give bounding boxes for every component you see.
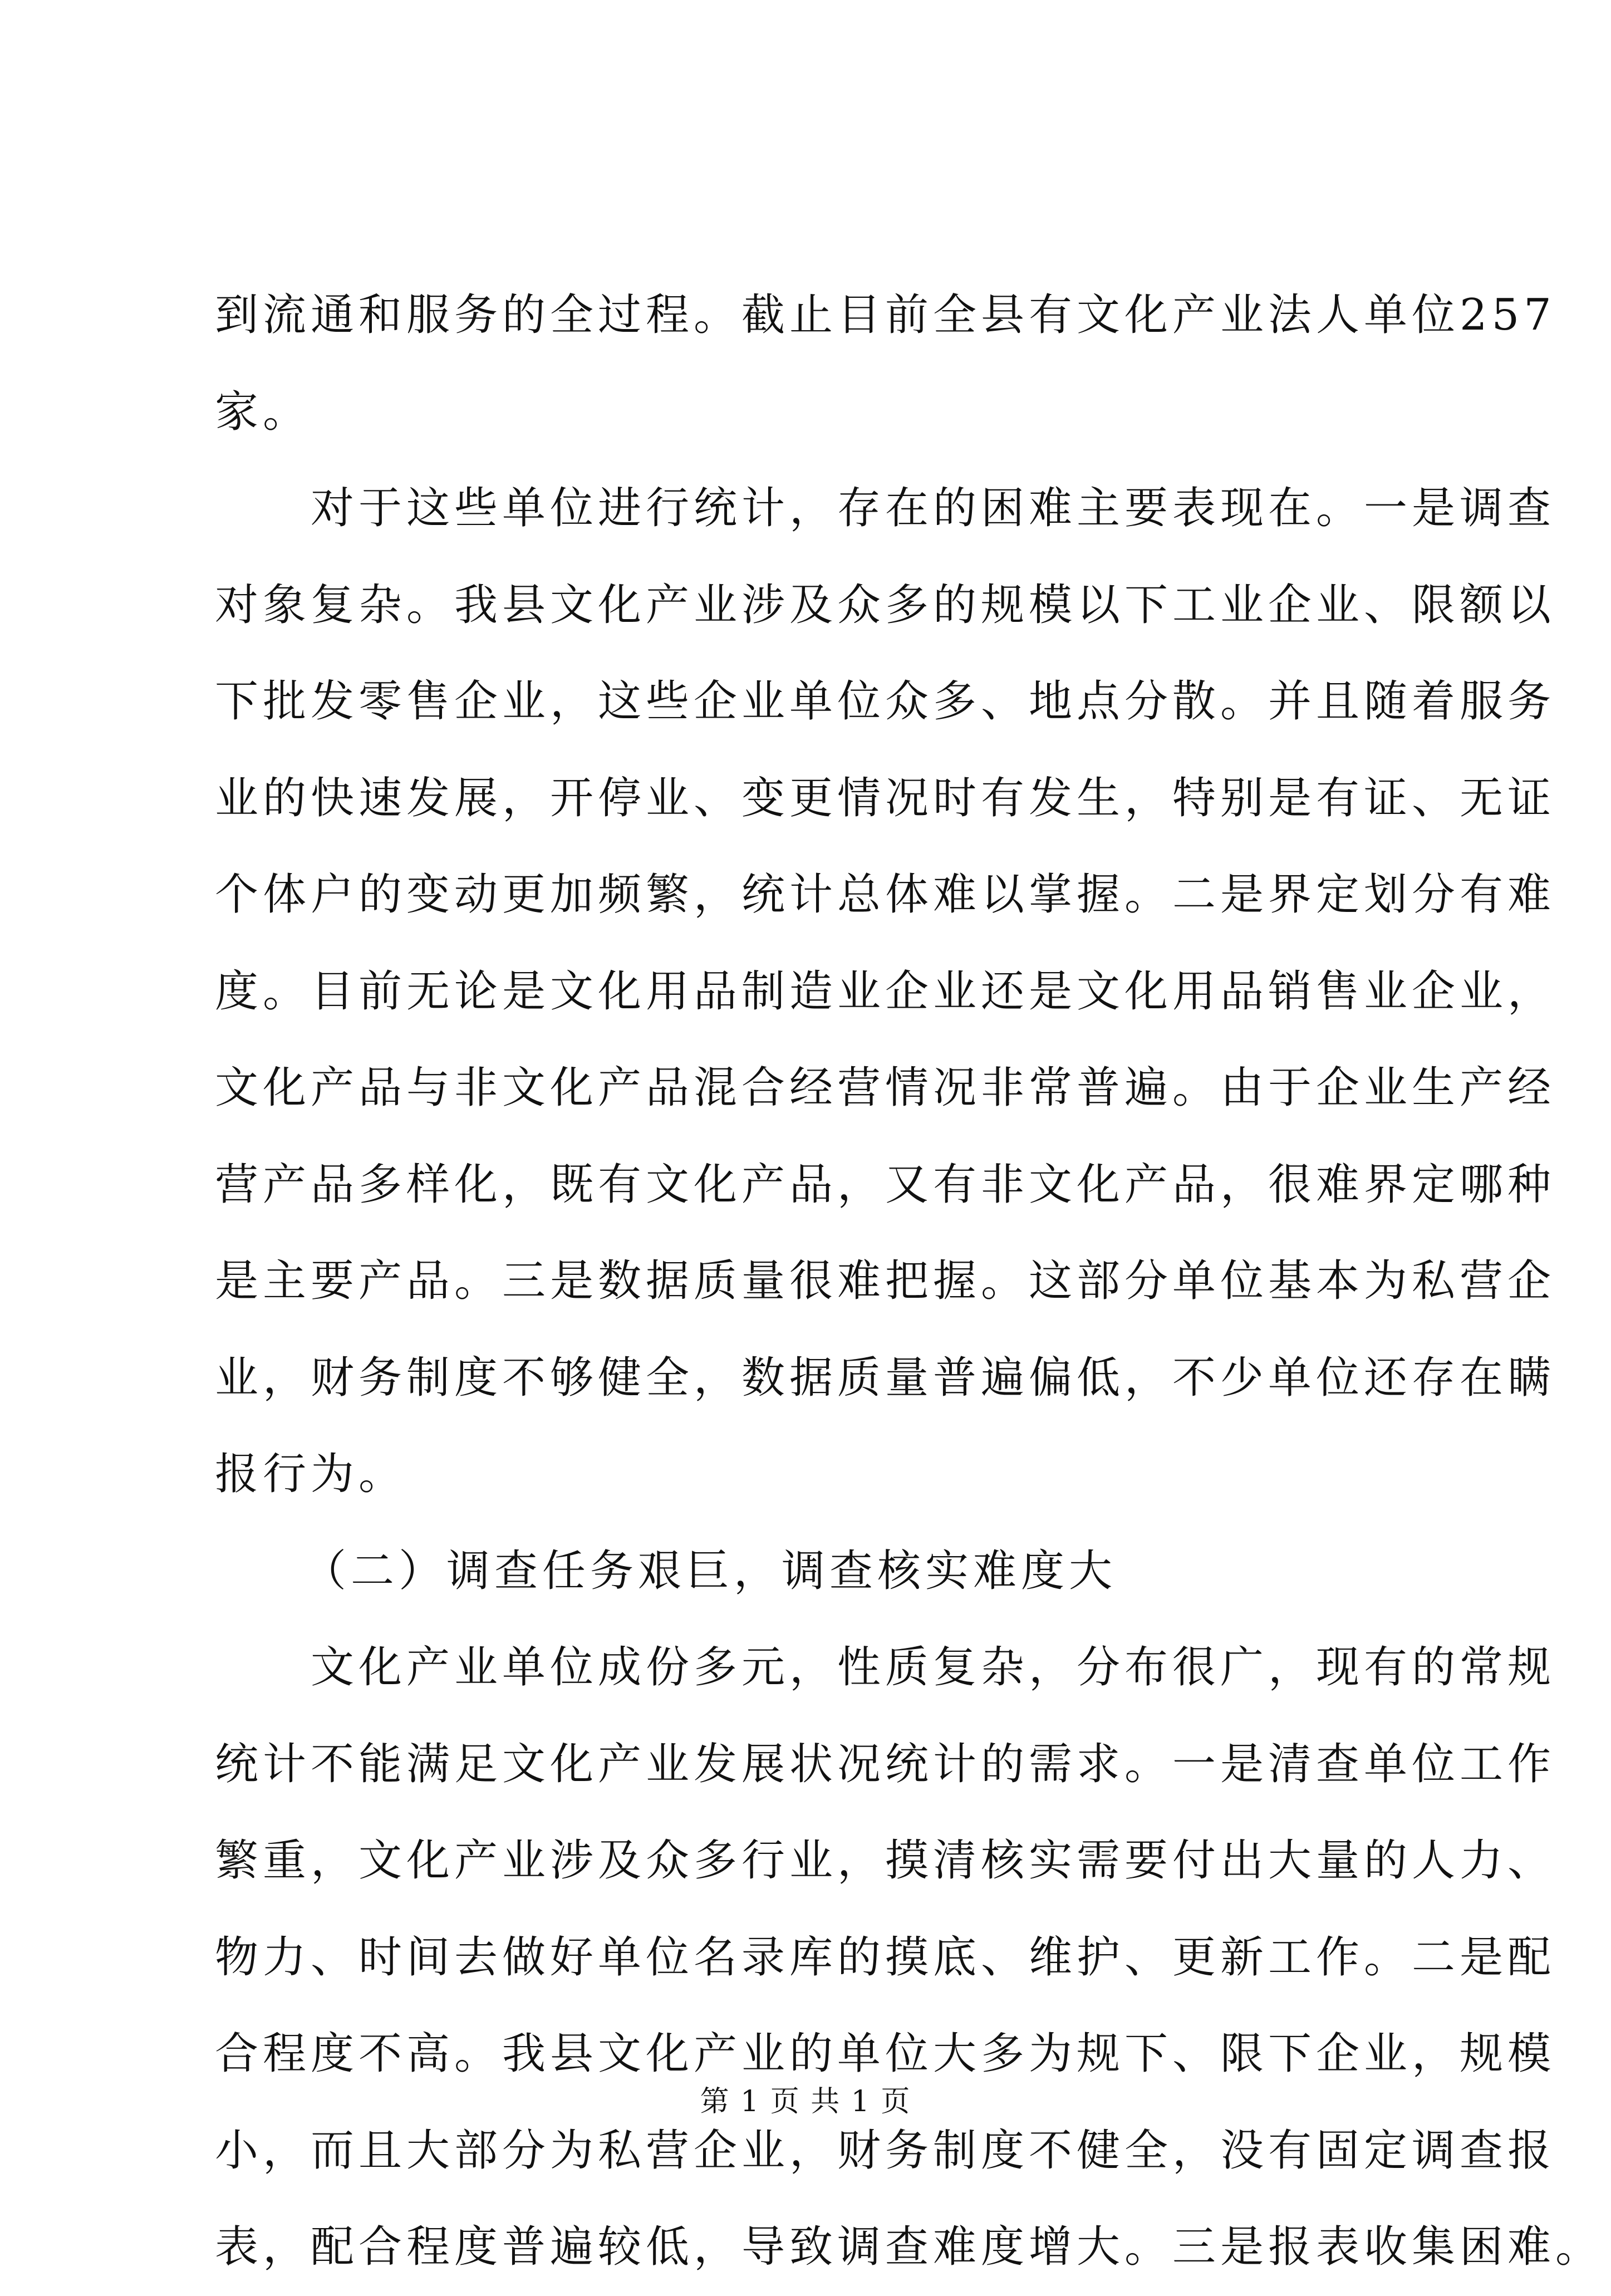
text-line: 业的快速发展，开停业、变更情况时有发生，特别是有证、无证 (215, 773, 1556, 823)
text-line: 对于这些单位进行统计，存在的困难主要表现在。一是调查 (215, 483, 1556, 533)
text-line: 家。 (215, 386, 311, 437)
text-line: 度。目前无论是文化用品制造业企业还是文化用品销售业企业， (215, 966, 1556, 1017)
text-line: 繁重，文化产业涉及众多行业，摸清核实需要付出大量的人力、 (215, 1836, 1556, 1886)
text-line: 到流通和服务的全过程。截止目前全县有文化产业法人单位257 (215, 290, 1556, 340)
text-line: 营产品多样化，既有文化产品，又有非文化产品，很难界定哪种 (215, 1159, 1556, 1210)
page-footer: 第 1 页 共 1 页 (700, 2085, 911, 2118)
document-body (215, 267, 1604, 2296)
text-line: 下批发零售企业，这些企业单位众多、地点分散。并且随着服务 (215, 676, 1556, 727)
text-line: 表，配合程度普遍较低，导致调查难度增大。三是报表收集困难。 (215, 2222, 1604, 2272)
text-line: 文化产品与非文化产品混合经营情况非常普遍。由于企业生产经 (215, 1063, 1556, 1113)
text-line: 物力、时间去做好单位名录库的摸底、维护、更新工作。二是配 (215, 1932, 1556, 1983)
text-line: 报行为。 (215, 1449, 407, 1499)
text-line: 合程度不高。我县文化产业的单位大多为规下、限下企业，规模 (215, 2029, 1556, 2079)
text-line: 小，而且大部分为私营企业，财务制度不健全，没有固定调查报 (215, 2125, 1556, 2176)
text-line: 业，财务制度不够健全，数据质量普遍偏低，不少单位还存在瞒 (215, 1352, 1556, 1403)
section-heading: （二）调查任务艰巨，调查核实难度大 (303, 1546, 1117, 1596)
text-line: 个体户的变动更加频繁，统计总体难以掌握。二是界定划分有难 (215, 870, 1556, 920)
text-line: 统计不能满足文化产业发展状况统计的需求。一是清查单位工作 (215, 1739, 1556, 1789)
text-line: 是主要产品。三是数据质量很难把握。这部分单位基本为私营企 (215, 1256, 1556, 1306)
text-line: 文化产业单位成份多元，性质复杂，分布很广，现有的常规 (215, 1642, 1556, 1692)
text-line: 对象复杂。我县文化产业涉及众多的规模以下工业企业、限额以 (215, 580, 1556, 630)
